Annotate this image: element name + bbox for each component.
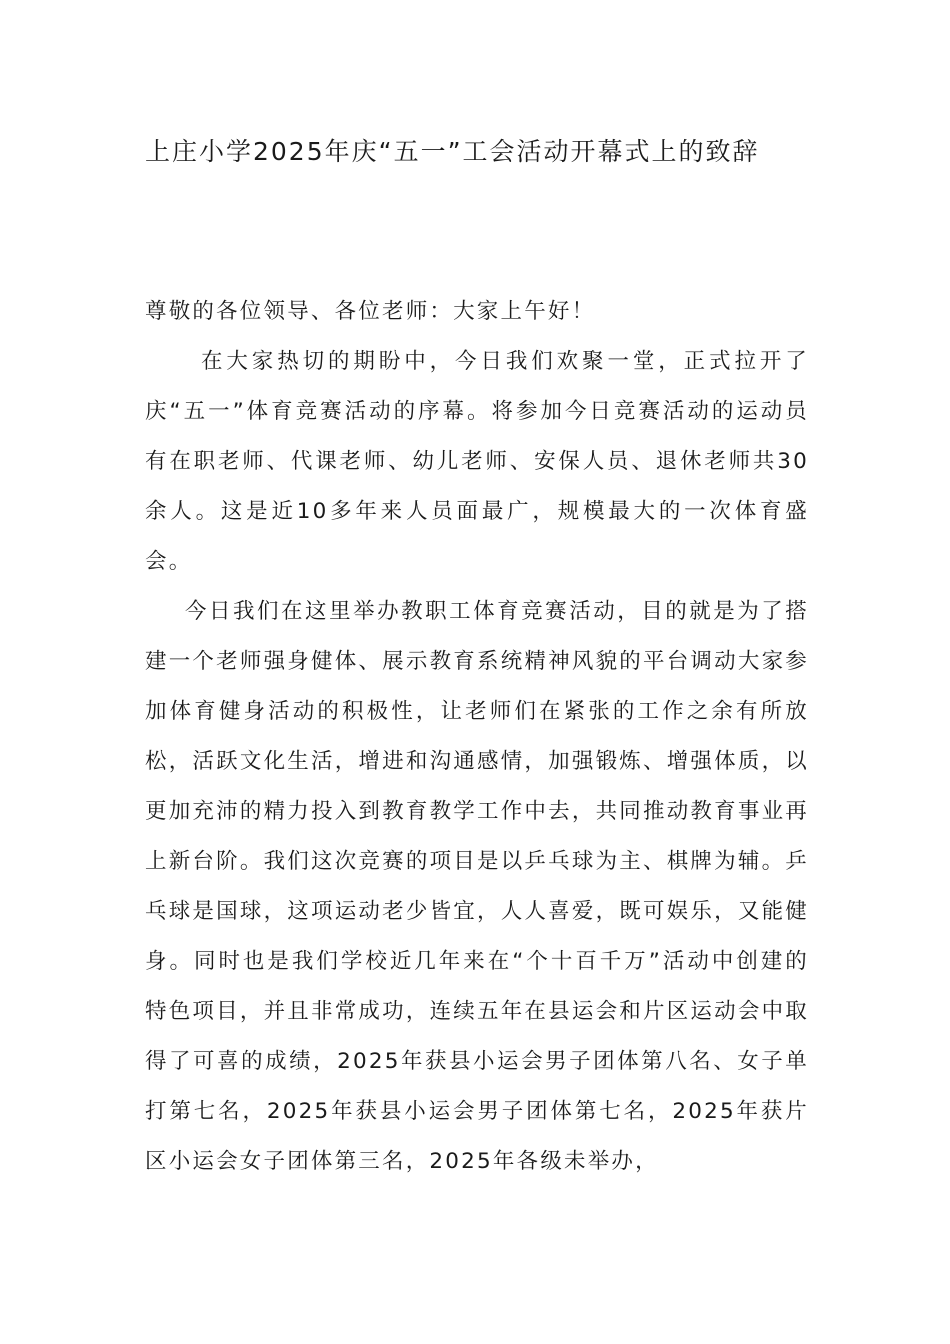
document-title: 上庄小学2025年庆“五一”工会活动开幕式上的致辞	[145, 137, 760, 166]
paragraph-1: 在大家热切的期盼中，今日我们欢聚一堂，正式拉开了庆“五一”体育竞赛活动的序幕。将参加今日竞赛活动的运动员有在职老师、代课老师、幼儿老师、安保人员、退休老师共30余人。这是近10多年来人员面最广，规模最大的一次体育盛会。	[145, 349, 809, 574]
salutation: 尊敬的各位领导、各位老师：大家上午好！	[145, 299, 596, 324]
paragraph-2: 今日我们在这里举办教职工体育竞赛活动，目的就是为了搭建一个老师强身健体、展示教育系统精神风貌的平台调动大家参加体育健身活动的积极性，让老师们在紧张的工作之余有所放松，活跃文化生活，增进和沟通感情，加强锻炼、增强体质，以更加充沛的精力投入到教育教学工作中去，共同推动教育事业再上新台阶。我们这次竞赛的项目是以乒乓球为主、棋牌为辅。乒乓球是国球，这项运动老少皆宜，人人喜爱，既可娱乐，又能健身。同时也是我们学校近几年来在“个十百千万”活动中创建的特色项目，并且非常成功，连续五年在县运会和片区运动会中取得了可喜的成绩，2025年获县小运会男子团体第八名、女子单打第七名，2025年获县小运会男子团体第七名，2025年获片区小运会女子团体第三名，2025年各级未举办，	[145, 599, 809, 1174]
document-body	[145, 287, 809, 1187]
